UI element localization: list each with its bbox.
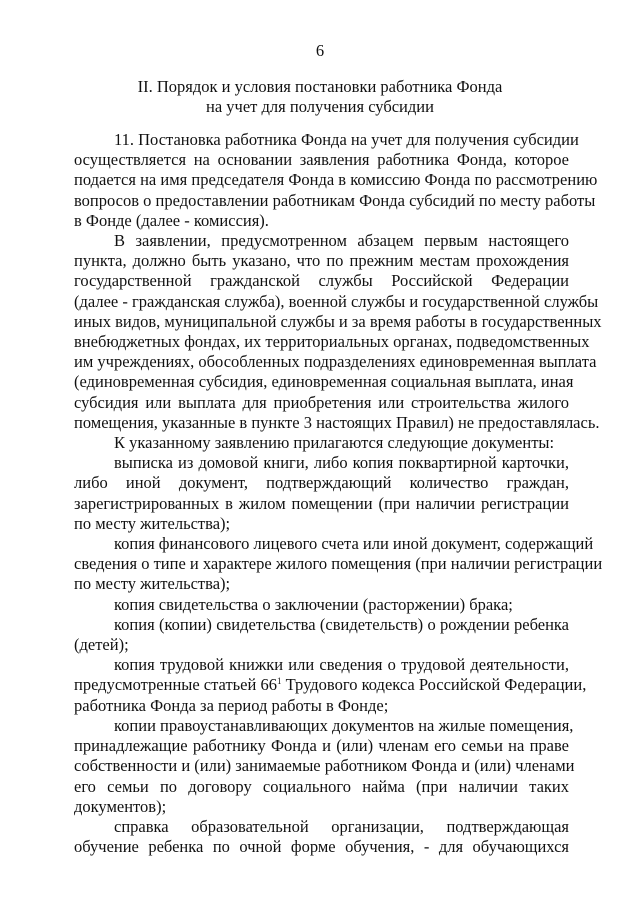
paragraph-line: зарегистрированных в жилом помещении (при наличии регистрации [74, 493, 569, 513]
paragraph-line: копия трудовой книжки или сведения о трудовой деятельности, [114, 655, 569, 675]
paragraph-line: им учреждениях, обособленных подразделениях единовременная выплата [74, 352, 597, 372]
line-text: предусмотренные статьей 66 [74, 675, 277, 695]
paragraph-line: осуществляется на основании заявления работника Фонда, которое [74, 150, 569, 170]
paragraph-line: собственности и (или) занимаемые работником Фонда и (или) членами [74, 756, 575, 776]
paragraph-line: копия свидетельства о заключении (расторжении) брака; [114, 594, 513, 614]
paragraph [74, 130, 598, 231]
paragraph-line: (единовременная субсидия, единовременная социальная выплата, иная [74, 372, 574, 392]
paragraph-line: внебюджетных фондах, их территориальных органах, подведомственных [74, 332, 590, 352]
paragraph-line: 11. Постановка работника Фонда на учет для получения субсидии [114, 130, 579, 149]
paragraph-line: копия финансового лицевого счета или иной документ, содержащий [114, 534, 594, 554]
paragraph-line: принадлежащие работнику Фонда и (или) членам его семьи на праве [74, 736, 569, 756]
section-heading [70, 77, 570, 117]
paragraph [74, 534, 603, 595]
section-heading-line: на учет для получения субсидии [206, 97, 434, 116]
paragraph-line: сведения о типе и характере жилого помещения (при наличии регистрации [74, 554, 603, 574]
paragraph [74, 615, 569, 655]
line-text: Трудового кодекса Российской Федерации, [281, 675, 587, 695]
document-body [74, 130, 603, 857]
paragraph-line: документов); [74, 796, 167, 816]
paragraph-line: В заявлении, предусмотренном абзацем первым настоящего [114, 231, 569, 251]
page-number: 6 [315, 41, 325, 60]
paragraph-line: (далее - гражданская служба), военной службы и государственной службы [74, 291, 599, 311]
paragraph-line: вопросов о предоставлении работникам Фонда субсидий по месту работы [74, 190, 596, 210]
paragraph-line: пункта, должно быть указано, что по прежним местам прохождения [74, 251, 569, 271]
section-heading-line: II. Порядок и условия постановки работника Фонда [137, 77, 503, 96]
paragraph [74, 655, 587, 716]
paragraph-line: справка образовательной организации, подтверждающая [114, 816, 569, 836]
paragraph [74, 231, 602, 433]
paragraph [74, 817, 569, 857]
paragraph-line: обучение ребенка по очной форме обучения, - для обучающихся [74, 837, 569, 857]
paragraph-line [74, 675, 587, 695]
paragraph-line: по месту жительства); [74, 574, 231, 594]
paragraph [74, 433, 569, 453]
paragraph-line: субсидия или выплата для приобретения или строительства жилого [74, 392, 569, 412]
paragraph-line: помещения, указанные в пункте 3 настоящих Правил) не предоставлялась. [74, 412, 600, 432]
paragraph-line: работника Фонда за период работы в Фонде; [74, 695, 389, 715]
paragraph-line: в Фонде (далее - комиссия). [74, 210, 269, 230]
paragraph-line: иных видов, муниципальной службы и за время работы в государственных [74, 311, 602, 331]
paragraph-line: государственной гражданской службы Российской Федерации [74, 271, 569, 291]
paragraph-line: К указанному заявлению прилагаются следующие документы: [114, 433, 555, 453]
paragraph [74, 715, 575, 817]
paragraph-line: по месту жительства); [74, 513, 231, 533]
paragraph-line: (детей); [74, 635, 129, 655]
paragraph-line: выписка из домовой книги, либо копия поквартирной карточки, [114, 453, 569, 473]
paragraph-line: либо иной документ, подтверждающий количество граждан, [74, 473, 569, 493]
paragraph-line: копия (копии) свидетельства (свидетельств) о рождении ребенка [114, 614, 569, 634]
paragraph [74, 595, 569, 615]
paragraph [74, 453, 569, 534]
superscript-number: 1 [276, 676, 282, 687]
paragraph-line: подается на имя председателя Фонда в комиссию Фонда по рассмотрению [74, 170, 598, 190]
paragraph-line: его семьи по договору социального найма (при наличии таких [74, 776, 569, 796]
paragraph-line: копии правоустанавливающих документов на жилые помещения, [114, 715, 574, 735]
